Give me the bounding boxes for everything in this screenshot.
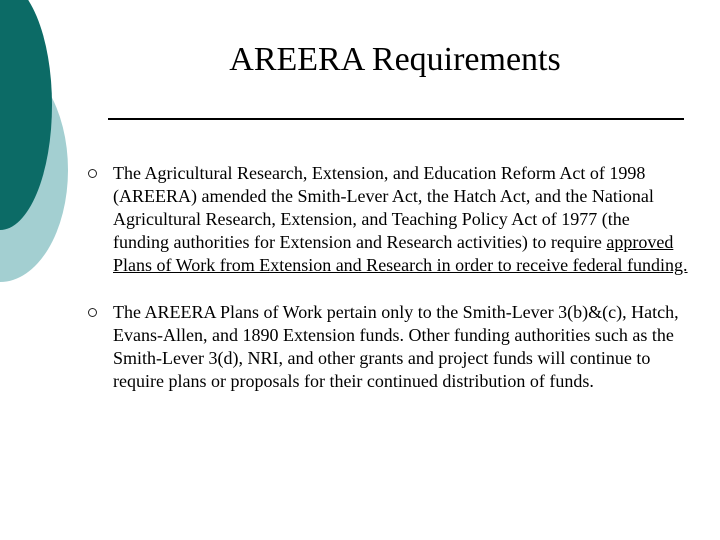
bullet-item-areera-act [88,162,688,277]
bullet-list [88,162,688,393]
bullet-text: The AREERA Plans of Work pertain only to the Smith-Lever 3(b)&(c), Hatch, Evans-Allen, and 1890 Extension funds. Other funding authorities such as the Smith-Lever 3(d), NRI, and other grants and project funds will continue to require plans or proposals for their continued distribution of funds. [113,302,679,391]
decorative-teal-circles [0,0,80,290]
slide-title: AREERA Requirements [229,41,561,78]
title-divider [108,118,684,120]
hollow-circle-bullet-icon [88,169,97,178]
hollow-circle-bullet-icon [88,308,97,317]
bullet-text: The Agricultural Research, Extension, and Education Reform Act of 1998 (AREERA) amended the Smith-Lever Act, the Hatch Act, and the National Agricultural Research, Extension, and Teaching Policy Act of 1977 (the funding authorities for Extension and Research activities) to require [113,163,654,252]
bullet-underlined-text: approved Plans of Work from Extension and Research in order to receive federal funding. [113,232,688,275]
bullet-item-plans-of-work [88,301,688,393]
